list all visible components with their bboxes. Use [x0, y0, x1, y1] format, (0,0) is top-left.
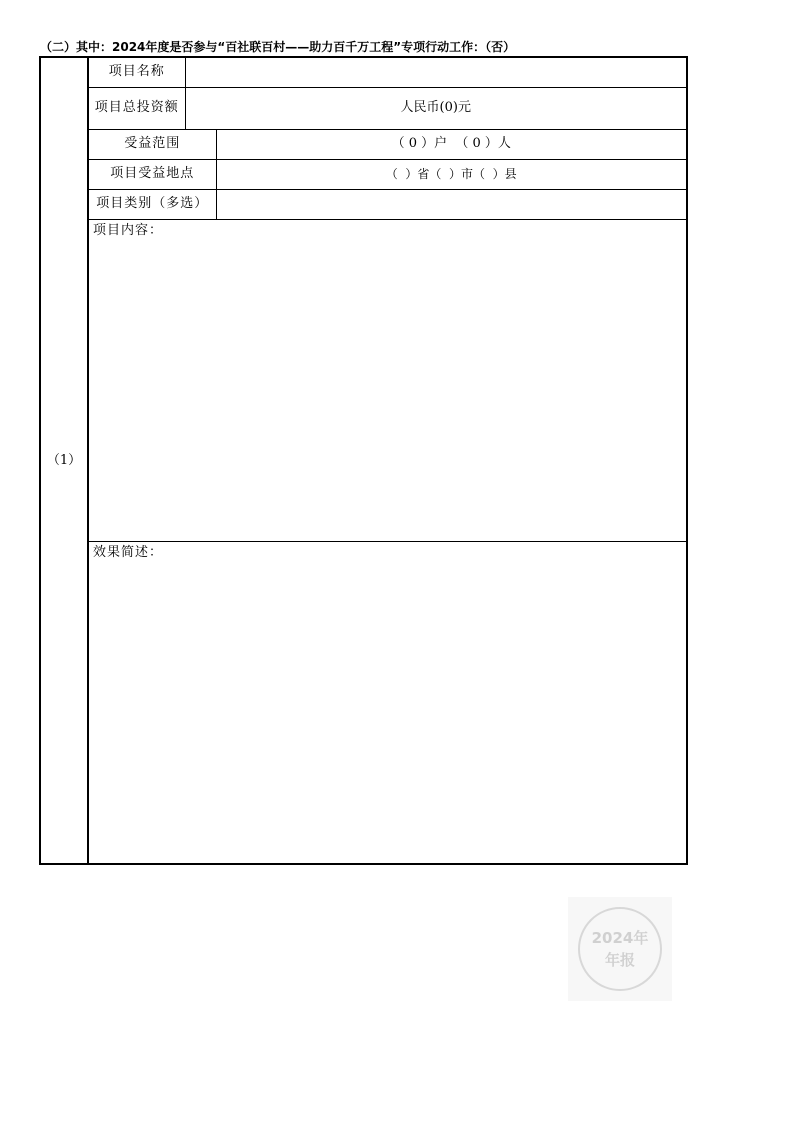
- beneficiary-location-value[interactable]: （ ）省（ ）市（ ）县: [216, 159, 687, 189]
- project-category-value[interactable]: [216, 189, 687, 219]
- project-category-label: 项目类别（多选）: [88, 189, 216, 219]
- effect-summary-field[interactable]: [88, 541, 687, 864]
- beneficiary-scope-label: 受益范围: [88, 129, 216, 159]
- watermark-line2: 年报: [604, 951, 635, 969]
- beneficiary-scope-value[interactable]: （ 0 ）户 （ 0 ）人: [216, 129, 687, 159]
- beneficiary-location-label: 项目受益地点: [88, 159, 216, 189]
- project-name-label: 项目名称: [88, 57, 185, 87]
- annual-report-watermark: [568, 897, 672, 1001]
- project-name-value[interactable]: [185, 57, 687, 87]
- total-investment-label: 项目总投资额: [88, 87, 185, 129]
- watermark-seal: [578, 907, 662, 991]
- project-form-table: [39, 56, 688, 865]
- project-content-field[interactable]: [88, 219, 687, 541]
- project-content-label: 项目内容：: [93, 222, 164, 238]
- total-investment-value[interactable]: 人民币(0)元: [185, 87, 687, 129]
- watermark-line1: 2024年: [591, 929, 649, 947]
- effect-summary-label: 效果简述：: [93, 544, 164, 560]
- section-heading: （二）其中：2024年度是否参与“百社联百村——助力百千万工程”专项行动工作：（否）: [40, 40, 516, 54]
- project-index-label: （1）: [40, 57, 88, 864]
